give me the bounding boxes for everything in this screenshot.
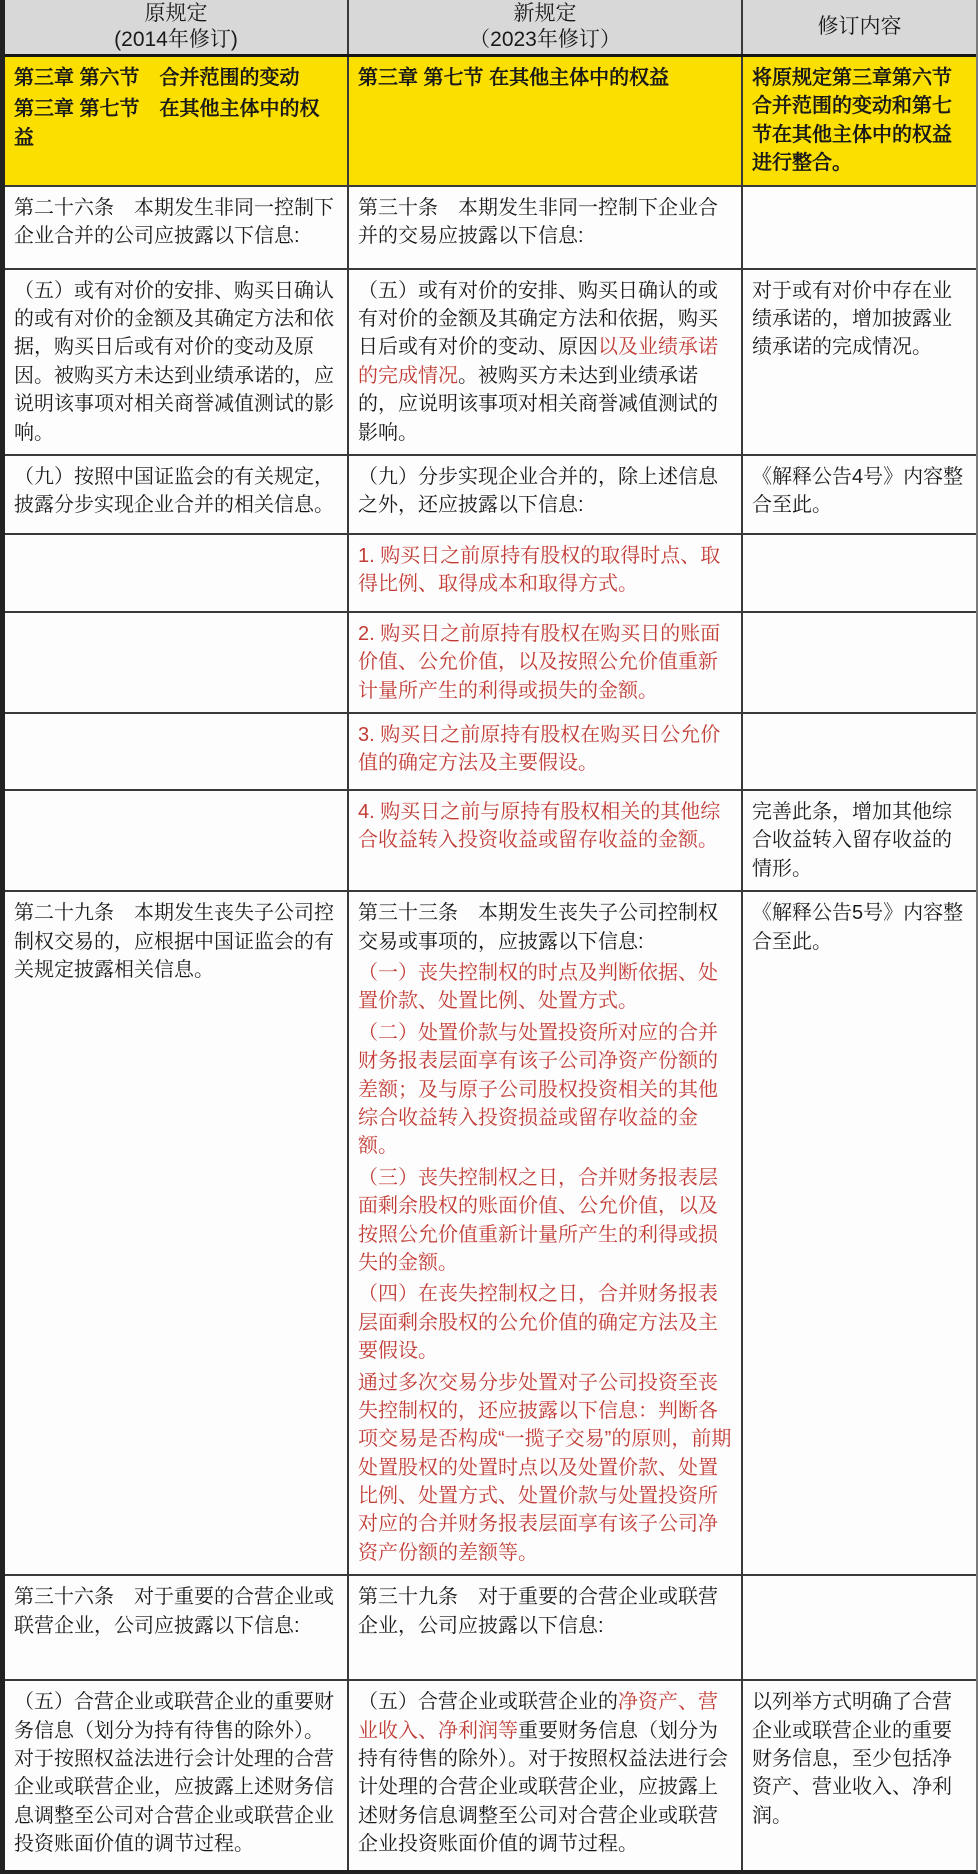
revision-cell — [743, 892, 976, 1574]
paragraph — [358, 1369, 732, 1568]
paragraph — [358, 194, 732, 251]
text-segment: 对于或有对价中存在业绩承诺的，增加披露业绩承诺的完成情况。 — [752, 279, 952, 359]
header-revision-content — [743, 0, 976, 54]
paragraph — [358, 64, 732, 92]
paragraph — [358, 1583, 732, 1640]
table-row — [5, 890, 976, 1574]
paragraph — [14, 277, 338, 447]
old-cell — [5, 270, 347, 454]
text-segment: 《解释公告5号》内容整合至此。 — [752, 902, 964, 953]
old-cell — [5, 187, 347, 268]
revision-cell — [743, 1576, 976, 1679]
paragraph — [752, 64, 967, 178]
revision-cell — [743, 456, 976, 533]
paragraph — [752, 463, 967, 520]
table-row — [5, 1679, 976, 1870]
text-segment: 将原规定第三章第六节合并范围的变动和第七节在其他主体中的权益进行整合。 — [752, 67, 952, 175]
table-row — [5, 454, 976, 533]
revised-text: 4. 购买日之前与原持有股权相关的其他综合收益转入投资收益或留存收益的金额。 — [358, 801, 721, 852]
new-cell — [347, 57, 743, 185]
text-segment: （五）合营企业或联营企业的 — [358, 1691, 618, 1714]
text-segment: 第三十六条 对于重要的合营企业或联营企业，公司应披露以下信息: — [14, 1586, 334, 1637]
table-header-row — [5, 0, 976, 57]
header-new-regulation-sublabel: （2023年修订） — [469, 28, 621, 51]
old-cell — [5, 714, 347, 789]
revised-text: 净资产、营业收入、净利润等 — [358, 1691, 718, 1742]
text-segment: 第三十三条 本期发生丧失子公司控制权交易或事项的，应披露以下信息: — [358, 902, 718, 953]
paragraph — [14, 899, 338, 984]
paragraph — [752, 899, 967, 956]
paragraph — [14, 64, 338, 92]
revision-cell — [743, 187, 976, 268]
revised-text: 3. 购买日之前原持有股权在购买日公允价值的确定方法及主要假设。 — [358, 724, 721, 775]
table-body — [5, 57, 976, 1870]
revision-cell — [743, 57, 976, 185]
new-cell — [347, 1681, 743, 1870]
header-old-regulation — [5, 0, 347, 54]
paragraph — [358, 721, 732, 778]
revised-text: 以及业绩承诺的完成情况 — [358, 336, 718, 387]
paragraph — [358, 1688, 732, 1858]
revision-cell — [743, 613, 976, 712]
revised-text: 1. 购买日之前原持有股权的取得时点、取得比例、取得成本和取得方式。 — [358, 544, 721, 596]
old-cell — [5, 613, 347, 712]
text-segment: （九）按照中国证监会的有关规定，披露分步实现企业合并的相关信息。 — [14, 465, 334, 517]
new-cell — [347, 714, 743, 789]
new-cell — [347, 791, 743, 890]
table-row — [5, 789, 976, 890]
new-cell — [347, 187, 743, 268]
revision-cell — [743, 714, 976, 789]
text-segment: 第三十九条 对于重要的合营企业或联营企业，公司应披露以下信息: — [358, 1586, 718, 1637]
table-row — [5, 268, 976, 454]
old-cell — [5, 456, 347, 533]
text-segment: 第二十九条 本期发生丧失子公司控制权交易的，应根据中国证监会的有关规定披露相关信息。 — [14, 902, 334, 982]
text-segment: 完善此条，增加其他综合收益转入留存收益的情形。 — [752, 801, 952, 880]
paragraph — [358, 1164, 732, 1278]
revised-text: 2. 购买日之前原持有股权在购买日的账面价值、公允价值，以及按照公允价值重新计量所产生的利得或损失的金额。 — [358, 622, 721, 702]
paragraph — [358, 620, 732, 705]
new-cell — [347, 1576, 743, 1679]
revised-text: （二）处置价款与处置投资所对应的合并财务报表层面享有该子公司净资产份额的差额；及与原子公司股权投资相关的其他综合收益转入投资损益或留存收益的金额。 — [358, 1021, 718, 1158]
header-old-regulation-sublabel: (2014年修订) — [114, 28, 238, 51]
paragraph — [14, 1583, 338, 1640]
text-segment: 第三章 第六节 合并范围的变动 — [14, 67, 300, 89]
paragraph — [14, 463, 338, 520]
paragraph — [358, 1019, 732, 1161]
text-segment: （九）分步实现企业合并的，除上述信息之外，还应披露以下信息: — [358, 465, 718, 517]
text-segment: （五）或有对价的安排、购买日确认的或有对价的金额及其确定方法和依据，购买日后或有对价的变动、原因 — [358, 279, 718, 359]
text-segment: 第二十六条 本期发生非同一控制下企业合并的公司应披露以下信息: — [14, 196, 334, 247]
paragraph — [358, 959, 732, 1016]
old-cell — [5, 535, 347, 611]
revision-cell — [743, 535, 976, 611]
paragraph — [358, 798, 732, 855]
revised-text: （四）在丧失控制权之日，合并财务报表层面剩余股权的公允价值的确定方法及主要假设。 — [358, 1283, 718, 1363]
paragraph — [752, 798, 967, 883]
new-cell — [347, 456, 743, 533]
text-segment: 第三章 第七节 在其他主体中的权益 — [358, 67, 670, 89]
new-cell — [347, 270, 743, 454]
revision-cell — [743, 270, 976, 454]
revised-text: 通过多次交易分步处置对子公司投资至丧失控制权的，还应披露以下信息：判断各项交易是否构成“一揽子交易”的原则，前期处置股权的处置时点以及处置价款、处置比例、处置方式、处置价款与处置投资所对应的合并财务报表层面享有该子公司净资产份额的差额等。 — [358, 1371, 732, 1564]
revision-cell — [743, 1681, 976, 1870]
paragraph — [752, 1688, 967, 1830]
revised-text: （一）丧失控制权的时点及判断依据、处置价款、处置比例、处置方式。 — [358, 962, 718, 1013]
header-old-regulation-label: 原规定 — [144, 2, 208, 26]
table-row — [5, 611, 976, 712]
header-new-regulation — [347, 0, 743, 54]
paragraph — [358, 1280, 732, 1365]
text-segment: 。被购买方未达到业绩承诺的，应说明该事项对相关商誉减值测试的影响。 — [358, 364, 718, 444]
text-segment: 《解释公告4号》内容整合至此。 — [752, 465, 964, 517]
paragraph — [358, 899, 732, 956]
revised-text: （三）丧失控制权之日，合并财务报表层面剩余股权的账面价值、公允价值，以及按照公允价值重新计量所产生的利得或损失的金额。 — [358, 1166, 718, 1274]
paragraph — [358, 463, 732, 520]
paragraph — [14, 95, 338, 152]
paragraph — [14, 1688, 338, 1858]
revision-cell — [743, 791, 976, 890]
old-cell — [5, 1681, 347, 1870]
new-cell — [347, 892, 743, 1574]
text-segment: （五）或有对价的安排、购买日确认的或有对价的金额及其确定方法和依据，购买日后或有对价的变动及原因。被购买方未达到业绩承诺的，应说明该事项对相关商誉减值测试的影响。 — [14, 279, 334, 444]
old-cell — [5, 791, 347, 890]
text-segment: 第三十条 本期发生非同一控制下企业合并的交易应披露以下信息: — [358, 196, 718, 247]
new-cell — [347, 535, 743, 611]
header-new-regulation-label: 新规定 — [513, 2, 577, 26]
paragraph — [358, 542, 732, 599]
table-row — [5, 57, 976, 185]
text-segment: 重要财务信息（划分为持有待售的除外）。对于按照权益法进行会计处理的合营企业或联营企业，应披露上述财务信息调整至公司对合营企业或联营企业投资账面价值的调节过程。 — [358, 1719, 728, 1856]
text-segment: （五）合营企业或联营企业的重要财务信息（划分为持有待售的除外）。对于按照权益法进行会计处理的合营企业或联营企业，应披露上述财务信息调整至公司对合营企业或联营企业投资账面价值的调节过程。 — [14, 1691, 334, 1856]
table-row — [5, 712, 976, 789]
old-cell — [5, 1576, 347, 1679]
table-row — [5, 533, 976, 611]
new-cell — [347, 613, 743, 712]
text-segment: 以列举方式明确了合营企业或联营企业的重要财务信息，至少包括净资产、营业收入、净利润。 — [752, 1691, 952, 1827]
paragraph — [752, 277, 967, 362]
old-cell — [5, 892, 347, 1574]
paragraph — [358, 277, 732, 447]
text-segment: 第三章 第七节 在其他主体中的权益 — [14, 98, 320, 149]
old-cell — [5, 57, 347, 185]
paragraph — [14, 194, 338, 251]
table-row — [5, 1574, 976, 1679]
table-row — [5, 185, 976, 268]
header-revision-content-label: 修订内容 — [817, 15, 902, 39]
